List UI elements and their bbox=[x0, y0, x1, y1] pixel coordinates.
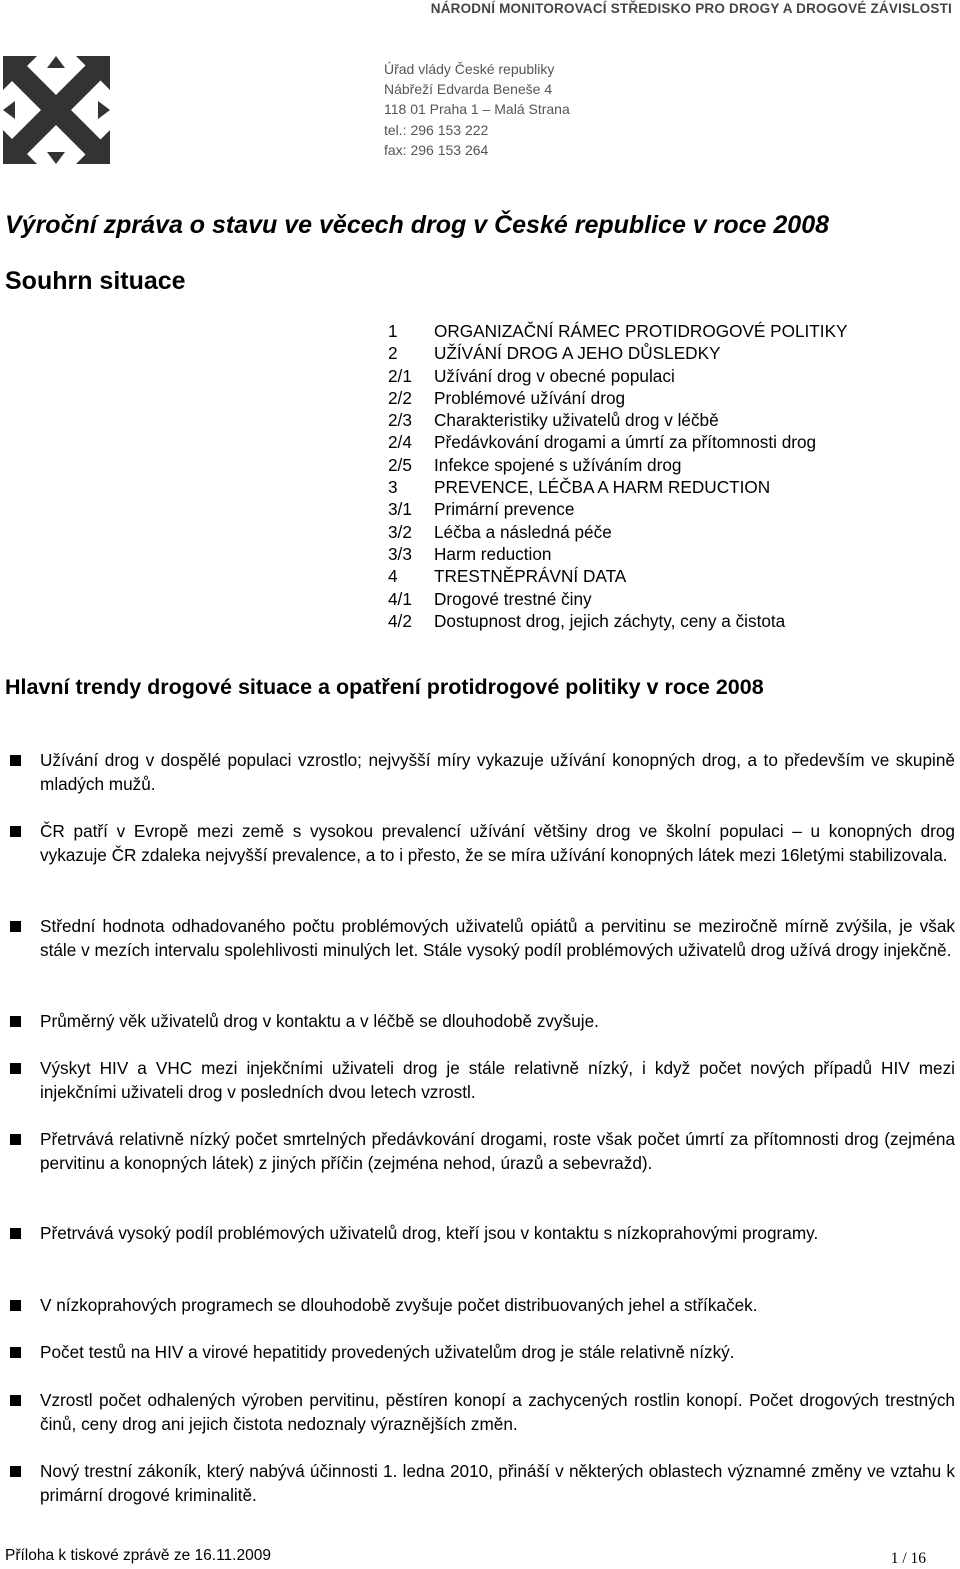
square-bullet-icon bbox=[10, 921, 21, 932]
toc-number: 2/5 bbox=[388, 454, 412, 475]
footer-note: Příloha k tiskové zprávě ze 16.11.2009 bbox=[5, 1547, 271, 1564]
list-item-text: Vzrostl počet odhalených výroben pervitinu, pěstíren konopí a zachycených rostlin konopí. Počet drogových trestných činů, ceny drog ani jejich čistota nedoznaly výraznějších změn. bbox=[40, 1390, 955, 1434]
toc-label: Charakteristiky uživatelů drog v léčbě bbox=[434, 410, 719, 431]
organization-name: NÁRODNÍ MONITOROVACÍ STŘEDISKO PRO DROGY A DROGOVÉ ZÁVISLOSTI bbox=[430, 1, 952, 16]
list-item-text: Počet testů na HIV a virové hepatitidy provedených uživatelům drog je stále relativně nízký. bbox=[40, 1342, 735, 1362]
toc-number: 4/1 bbox=[388, 588, 412, 609]
square-bullet-icon bbox=[10, 1347, 21, 1358]
list-item-text: Přetrvává vysoký podíl problémových uživatelů drog, kteří jsou v kontaktu s nízkoprahovými programy. bbox=[40, 1223, 819, 1243]
phone-line: tel.: 296 153 222 bbox=[384, 121, 489, 138]
list-item-text: ČR patří v Evropě mezi země s vysokou prevalencí užívání většiny drog ve školní populaci – u konopných drog vykazuje ČR zdaleka nejvyšší prevalence, a to i přesto, že se míra užívání konopných látek mezi 16letými stabilizovala. bbox=[40, 821, 955, 865]
square-bullet-icon bbox=[10, 1063, 21, 1074]
table-of-contents bbox=[388, 320, 848, 632]
address-line: 118 01 Praha 1 – Malá Strana bbox=[384, 101, 570, 118]
toc-label: Problémové užívání drog bbox=[434, 387, 626, 408]
toc-number: 1 bbox=[388, 321, 398, 341]
toc-label: ORGANIZAČNÍ RÁMEC PROTIDROGOVÉ POLITIKY bbox=[434, 321, 848, 341]
square-bullet-icon bbox=[10, 1300, 21, 1311]
list-item-text: Střední hodnota odhadovaného počtu problémových uživatelů opiátů a pervitinu se meziročně mírně zvýšila, je však stále v mezích intervalu spolehlivosti minulých let. Stále vysoký podíl problémových uživatelů drog užívá drogy injekčně. bbox=[40, 916, 955, 960]
toc-label: Primární prevence bbox=[434, 499, 575, 520]
toc-item bbox=[388, 588, 848, 610]
toc-number: 2 bbox=[388, 343, 398, 364]
list-item-text: Výskyt HIV a VHC mezi injekčními uživateli drog je stále relativně nízký, i když počet nových případů HIV mezi injekčními uživateli drog v posledních dvou letech vzrostl. bbox=[40, 1058, 955, 1102]
toc-number: 3 bbox=[388, 477, 398, 498]
toc-label: Léčba a následná péče bbox=[434, 521, 612, 542]
toc-item bbox=[388, 365, 848, 387]
toc-label: Infekce spojené s užíváním drog bbox=[434, 454, 682, 475]
toc-label: Užívání drog v obecné populaci bbox=[434, 365, 675, 386]
toc-number: 4/2 bbox=[388, 610, 412, 631]
toc-item bbox=[388, 610, 848, 632]
toc-item bbox=[388, 409, 848, 431]
square-bullet-icon bbox=[10, 1466, 21, 1477]
toc-number: 2/3 bbox=[388, 410, 412, 431]
list-item-text: Užívání drog v dospělé populaci vzrostlo; nejvyšší míry vykazuje užívání konopných drog, a to především ve skupině mladých mužů. bbox=[40, 750, 955, 794]
address-line: Nábřeží Edvarda Beneše 4 bbox=[384, 81, 553, 98]
square-bullet-icon bbox=[10, 1134, 21, 1145]
square-bullet-icon bbox=[10, 1395, 21, 1406]
toc-item bbox=[388, 387, 848, 409]
arrows-cross-logo-icon bbox=[3, 56, 110, 164]
toc-item bbox=[388, 342, 848, 364]
toc-label: UŽÍVÁNÍ DROG A JEHO DŮSLEDKY bbox=[434, 343, 721, 364]
toc-number: 4 bbox=[388, 566, 398, 587]
toc-item bbox=[388, 565, 848, 587]
address-line: Úřad vlády České republiky bbox=[384, 61, 555, 77]
toc-number: 3/2 bbox=[388, 521, 412, 542]
toc-label: Drogové trestné činy bbox=[434, 588, 592, 609]
toc-item bbox=[388, 320, 848, 342]
toc-number: 3/3 bbox=[388, 543, 412, 564]
fax-line: fax: 296 153 264 bbox=[384, 141, 489, 158]
list-item-text: V nízkoprahových programech se dlouhodobě zvyšuje počet distribuovaných jehel a stříkaček. bbox=[40, 1295, 758, 1315]
document-title: Výroční zpráva o stavu ve věcech drog v České republice v roce 2008 bbox=[5, 211, 830, 239]
list-item-text: Nový trestní zákoník, který nabývá účinnosti 1. ledna 2010, přináší v některých oblastech významné změny ve vztahu k primární drogové kriminalitě. bbox=[40, 1461, 955, 1505]
toc-item bbox=[388, 476, 848, 498]
trends-heading: Hlavní trendy drogové situace a opatření protidrogové politiky v roce 2008 bbox=[5, 675, 764, 699]
toc-item bbox=[388, 521, 848, 543]
toc-item bbox=[388, 454, 848, 476]
square-bullet-icon bbox=[10, 826, 21, 837]
list-item-text: Průměrný věk uživatelů drog v kontaktu a v léčbě se dlouhodobě zvyšuje. bbox=[40, 1011, 599, 1031]
square-bullet-icon bbox=[10, 755, 21, 766]
toc-number: 2/2 bbox=[388, 387, 412, 408]
toc-number: 2/4 bbox=[388, 432, 412, 453]
toc-number: 2/1 bbox=[388, 365, 412, 386]
toc-item bbox=[388, 543, 848, 565]
list-item-text: Přetrvává relativně nízký počet smrtelných předávkování drogami, roste však počet úmrtí za přítomnosti drog (zejména pervitinu a konopných látek) z jiných příčin (zejména nehod, úrazů a sebevražd). bbox=[40, 1129, 955, 1173]
toc-label: PREVENCE, LÉČBA A HARM REDUCTION bbox=[434, 477, 771, 498]
toc-number: 3/1 bbox=[388, 499, 412, 520]
toc-label: TRESTNĚPRÁVNÍ DATA bbox=[434, 566, 627, 587]
toc-label: Dostupnost drog, jejich záchyty, ceny a čistota bbox=[434, 610, 786, 631]
square-bullet-icon bbox=[10, 1228, 21, 1239]
page-number: 1 / 16 bbox=[890, 1550, 926, 1567]
toc-label: Harm reduction bbox=[434, 543, 552, 564]
document-subtitle: Souhrn situace bbox=[5, 267, 186, 295]
address-block bbox=[384, 59, 570, 160]
toc-label: Předávkování drogami a úmrtí za přítomnosti drog bbox=[434, 432, 817, 453]
square-bullet-icon bbox=[10, 1016, 21, 1027]
toc-item bbox=[388, 498, 848, 520]
toc-item bbox=[388, 431, 848, 453]
